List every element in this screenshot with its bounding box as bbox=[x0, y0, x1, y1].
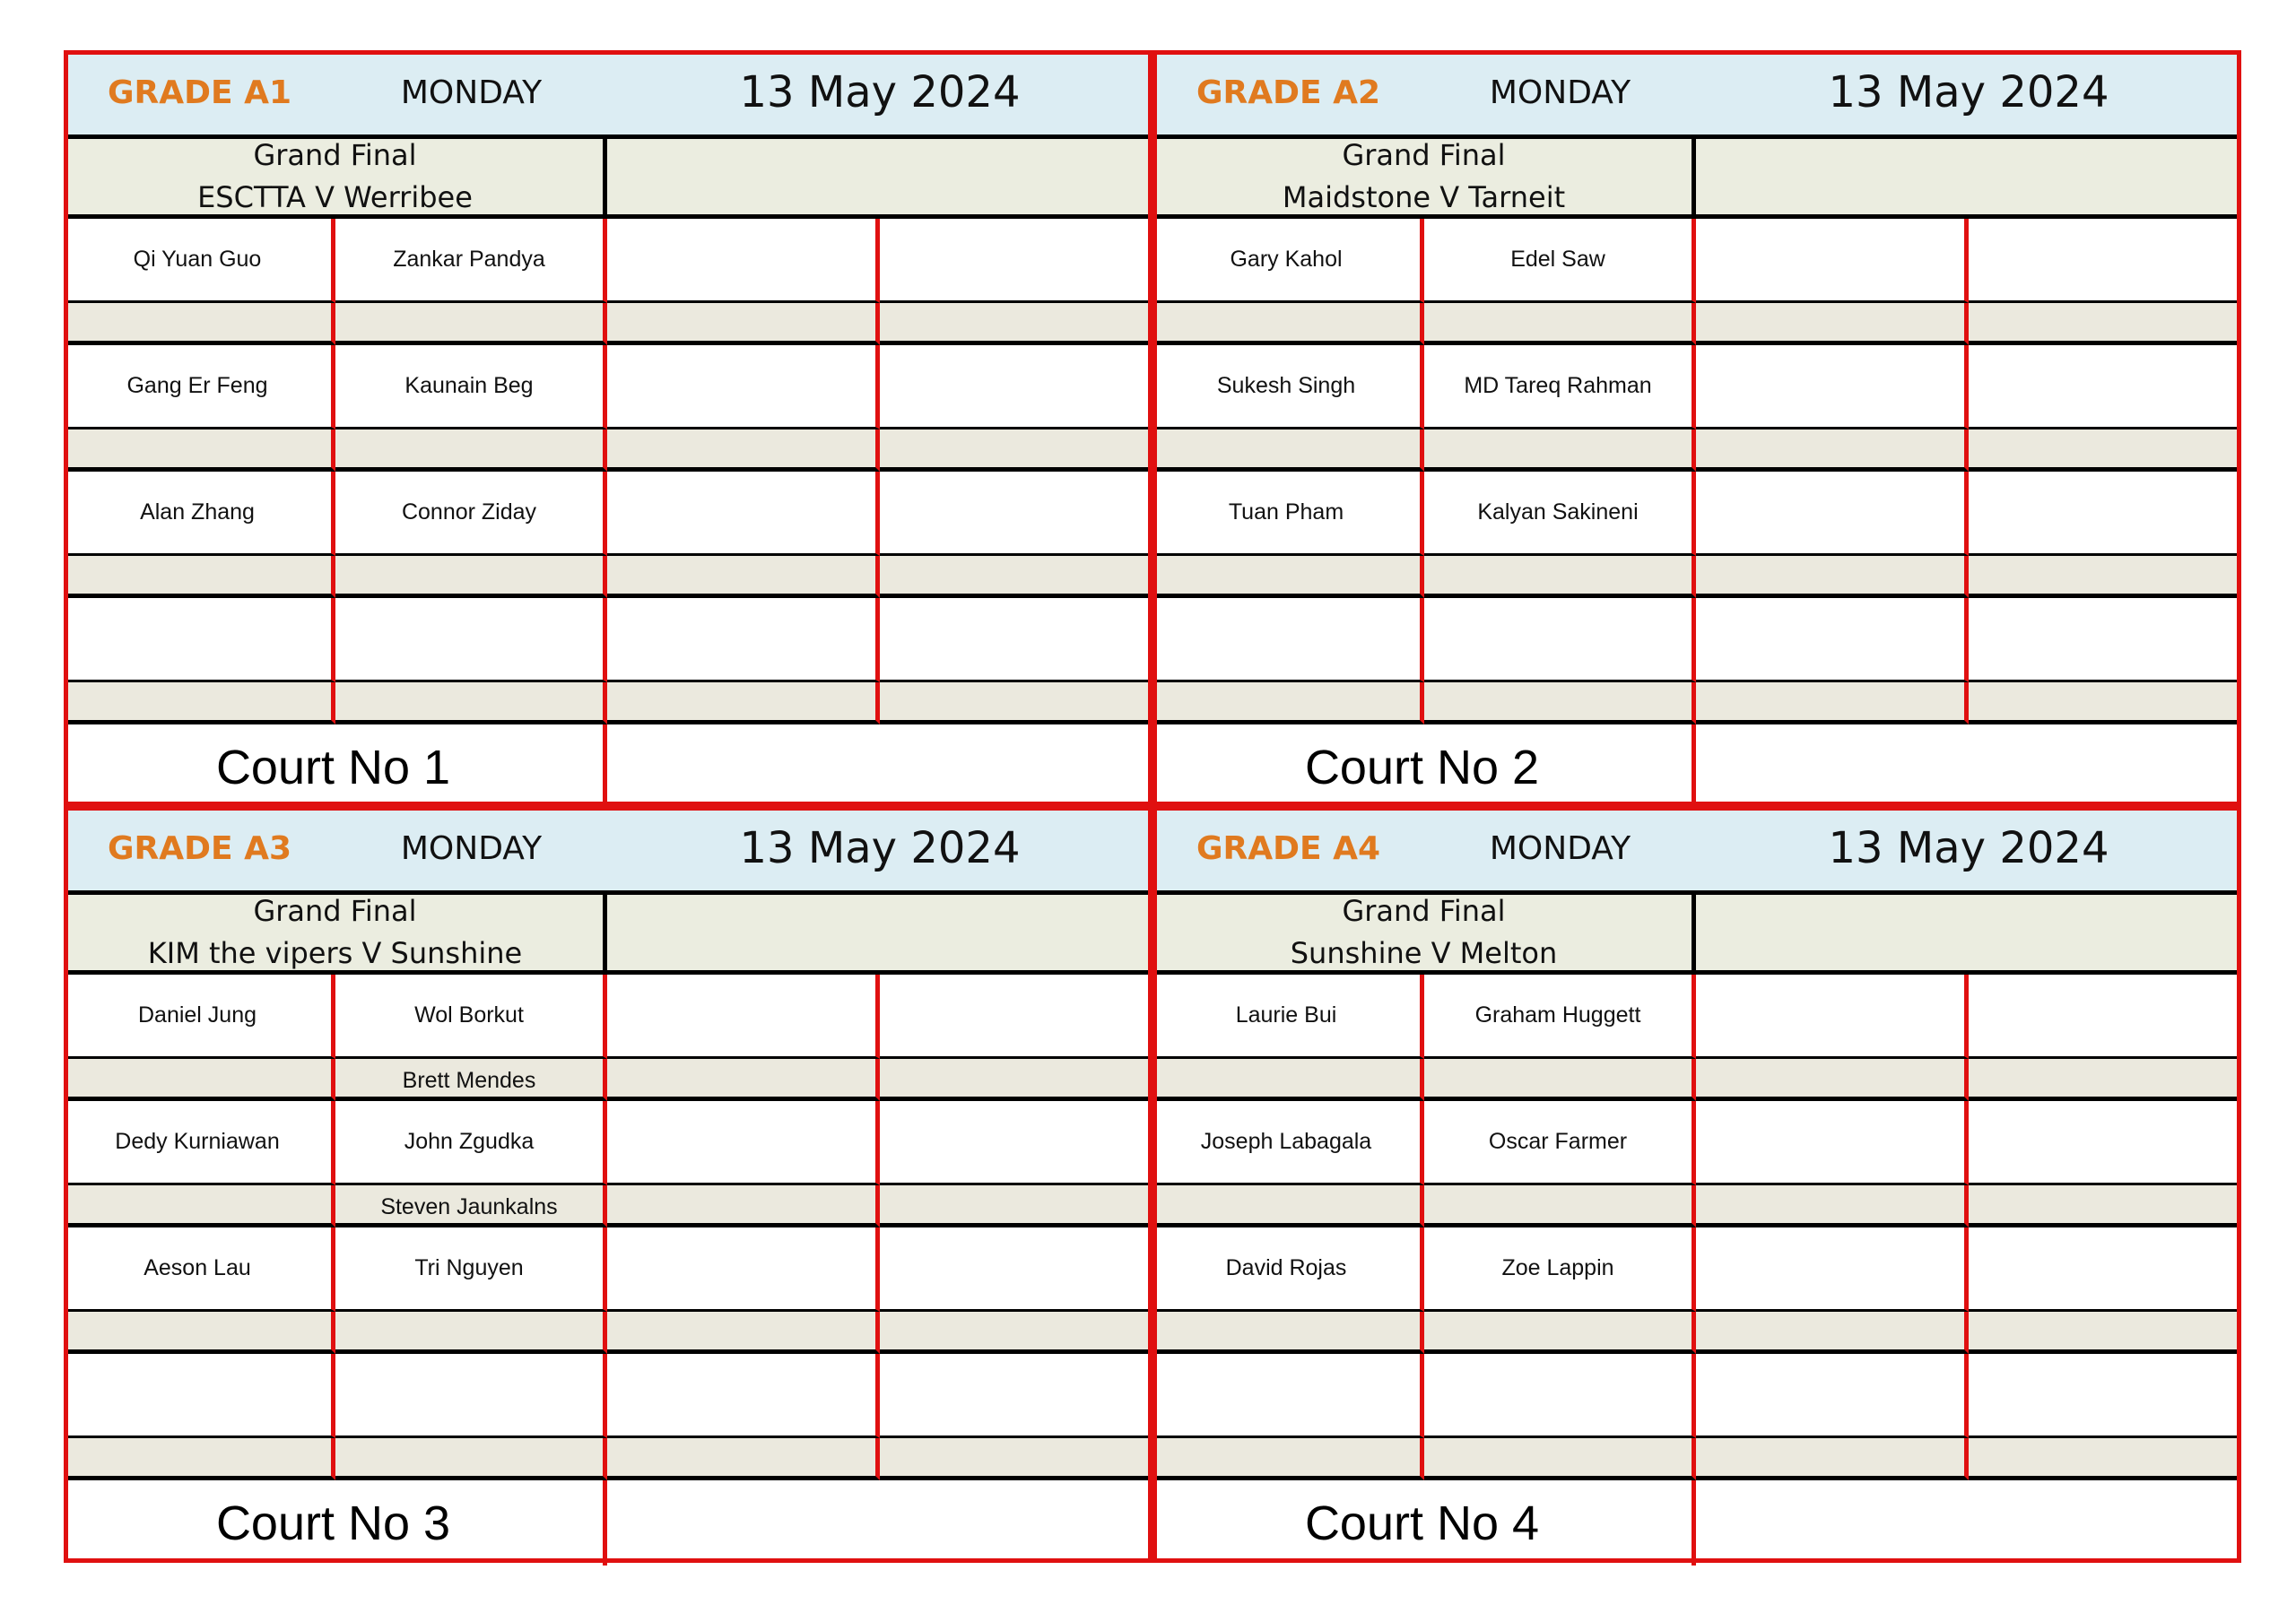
sub-cell bbox=[1969, 1059, 2241, 1101]
sub-cell: Brett Mendes bbox=[335, 1059, 607, 1101]
sub-cell bbox=[1424, 682, 1696, 724]
sub-cell bbox=[880, 1059, 1152, 1101]
sub-cell bbox=[64, 1312, 335, 1354]
sub-cell bbox=[335, 1438, 607, 1480]
sub-cell bbox=[1424, 1059, 1696, 1101]
player-cell: Joseph Labagala bbox=[1152, 1101, 1424, 1185]
court-block-2 bbox=[1152, 50, 2241, 806]
player-cell: Qi Yuan Guo bbox=[64, 219, 335, 303]
player-cell bbox=[64, 598, 335, 682]
court-sheet bbox=[64, 50, 2241, 1563]
player-cell: Connor Ziday bbox=[335, 472, 607, 556]
teams-label: ESCTTA V Werribee bbox=[197, 180, 473, 214]
score-cell bbox=[1696, 1101, 1969, 1185]
sub-cell bbox=[1424, 1438, 1696, 1480]
sub-cell bbox=[607, 1312, 880, 1354]
day-label: MONDAY bbox=[1424, 806, 1696, 890]
sub-cell bbox=[1696, 556, 1969, 598]
player-cell bbox=[64, 1354, 335, 1438]
sub-cell bbox=[1424, 1312, 1696, 1354]
player-cell: Laurie Bui bbox=[1152, 975, 1424, 1059]
teams-label: Sunshine V Melton bbox=[1290, 936, 1558, 970]
grade-label: GRADE A4 bbox=[1152, 806, 1424, 890]
round-label: Grand Final bbox=[253, 894, 417, 928]
sub-cell bbox=[1696, 682, 1969, 724]
sub-cell bbox=[1152, 1438, 1424, 1480]
grade-label: GRADE A2 bbox=[1152, 50, 1424, 134]
sub-cell bbox=[1696, 1438, 1969, 1480]
court-block-1 bbox=[64, 50, 1152, 806]
score-cell bbox=[1696, 598, 1969, 682]
court-blank bbox=[1696, 1480, 2241, 1566]
score-cell bbox=[880, 219, 1152, 303]
score-cell bbox=[880, 1354, 1152, 1438]
day-label: MONDAY bbox=[1424, 50, 1696, 134]
sub-cell bbox=[335, 682, 607, 724]
player-cell: Zankar Pandya bbox=[335, 219, 607, 303]
sub-cell bbox=[607, 556, 880, 598]
player-cell: Dedy Kurniawan bbox=[64, 1101, 335, 1185]
sub-cell bbox=[1152, 556, 1424, 598]
sub-cell bbox=[1424, 1185, 1696, 1227]
sub-cell bbox=[1424, 429, 1696, 472]
sub-cell bbox=[335, 1312, 607, 1354]
player-cell: Gang Er Feng bbox=[64, 345, 335, 429]
court-number: Court No 2 bbox=[1152, 724, 1696, 810]
score-cell bbox=[880, 1101, 1152, 1185]
sub-cell bbox=[1152, 682, 1424, 724]
player-cell bbox=[1424, 598, 1696, 682]
score-cell bbox=[1969, 1227, 2241, 1312]
sub-cell bbox=[1969, 429, 2241, 472]
player-cell: Graham Huggett bbox=[1424, 975, 1696, 1059]
score-cell bbox=[607, 1101, 880, 1185]
sub-cell bbox=[880, 682, 1152, 724]
player-cell: Daniel Jung bbox=[64, 975, 335, 1059]
sub-cell bbox=[1424, 556, 1696, 598]
sub-cell bbox=[64, 429, 335, 472]
sub-cell bbox=[880, 1185, 1152, 1227]
sub-cell bbox=[1696, 1185, 1969, 1227]
sub-cell bbox=[1969, 556, 2241, 598]
score-cell bbox=[607, 598, 880, 682]
player-cell: Aeson Lau bbox=[64, 1227, 335, 1312]
sub-cell: Steven Jaunkalns bbox=[335, 1185, 607, 1227]
score-cell bbox=[880, 975, 1152, 1059]
day-label: MONDAY bbox=[335, 806, 607, 890]
player-cell: Tri Nguyen bbox=[335, 1227, 607, 1312]
score-cell bbox=[607, 472, 880, 556]
player-cell: David Rojas bbox=[1152, 1227, 1424, 1312]
score-cell bbox=[1969, 472, 2241, 556]
court-number: Court No 4 bbox=[1152, 1480, 1696, 1566]
date-label: 13 May 2024 bbox=[1696, 806, 2241, 890]
sub-cell bbox=[607, 682, 880, 724]
sub-cell bbox=[1696, 1059, 1969, 1101]
match-title bbox=[1152, 134, 1696, 219]
score-cell bbox=[880, 345, 1152, 429]
sub-cell bbox=[1696, 429, 1969, 472]
title-blank bbox=[607, 890, 1152, 975]
player-cell: Sukesh Singh bbox=[1152, 345, 1424, 429]
sub-cell bbox=[335, 429, 607, 472]
sub-cell bbox=[64, 556, 335, 598]
score-cell bbox=[1696, 1227, 1969, 1312]
sub-cell bbox=[880, 1312, 1152, 1354]
round-label: Grand Final bbox=[253, 138, 417, 172]
court-number: Court No 1 bbox=[64, 724, 607, 810]
sub-cell bbox=[1424, 303, 1696, 345]
title-blank bbox=[607, 134, 1152, 219]
teams-label: KIM the vipers V Sunshine bbox=[147, 936, 523, 970]
player-cell: Oscar Farmer bbox=[1424, 1101, 1696, 1185]
sub-cell bbox=[607, 1185, 880, 1227]
player-cell: Gary Kahol bbox=[1152, 219, 1424, 303]
score-cell bbox=[1969, 1354, 2241, 1438]
sub-cell bbox=[64, 1438, 335, 1480]
title-blank bbox=[1696, 134, 2241, 219]
date-label: 13 May 2024 bbox=[1696, 50, 2241, 134]
player-cell bbox=[335, 1354, 607, 1438]
sub-cell bbox=[1969, 1438, 2241, 1480]
match-title bbox=[64, 890, 607, 975]
court-blank bbox=[607, 1480, 1152, 1566]
sub-cell bbox=[1152, 1312, 1424, 1354]
score-cell bbox=[1696, 345, 1969, 429]
sub-cell bbox=[607, 429, 880, 472]
sub-cell bbox=[1696, 303, 1969, 345]
player-cell: Wol Borkut bbox=[335, 975, 607, 1059]
match-title bbox=[64, 134, 607, 219]
sub-cell bbox=[335, 303, 607, 345]
score-cell bbox=[607, 975, 880, 1059]
round-label: Grand Final bbox=[1342, 138, 1506, 172]
round-label: Grand Final bbox=[1342, 894, 1506, 928]
score-cell bbox=[880, 598, 1152, 682]
sub-cell bbox=[64, 682, 335, 724]
sub-cell bbox=[64, 1185, 335, 1227]
title-blank bbox=[1696, 890, 2241, 975]
player-cell: John Zgudka bbox=[335, 1101, 607, 1185]
sub-cell bbox=[1152, 1185, 1424, 1227]
score-cell bbox=[1696, 219, 1969, 303]
sub-cell bbox=[607, 1438, 880, 1480]
court-number: Court No 3 bbox=[64, 1480, 607, 1566]
score-cell bbox=[1969, 598, 2241, 682]
sub-cell bbox=[1969, 1312, 2241, 1354]
sub-cell bbox=[1152, 429, 1424, 472]
sub-cell bbox=[1696, 1312, 1969, 1354]
sub-cell bbox=[880, 303, 1152, 345]
score-cell bbox=[1969, 975, 2241, 1059]
sub-cell bbox=[880, 429, 1152, 472]
sub-cell bbox=[1969, 303, 2241, 345]
player-cell: Edel Saw bbox=[1424, 219, 1696, 303]
score-cell bbox=[1696, 472, 1969, 556]
date-label: 13 May 2024 bbox=[607, 806, 1152, 890]
score-cell bbox=[880, 472, 1152, 556]
day-label: MONDAY bbox=[335, 50, 607, 134]
sub-cell bbox=[1152, 1059, 1424, 1101]
player-cell bbox=[1424, 1354, 1696, 1438]
match-title bbox=[1152, 890, 1696, 975]
player-cell: Kalyan Sakineni bbox=[1424, 472, 1696, 556]
score-cell bbox=[1969, 345, 2241, 429]
court-blank bbox=[1696, 724, 2241, 810]
score-cell bbox=[1969, 1101, 2241, 1185]
court-blank bbox=[607, 724, 1152, 810]
court-block-3 bbox=[64, 806, 1152, 1563]
player-cell: Alan Zhang bbox=[64, 472, 335, 556]
player-cell: MD Tareq Rahman bbox=[1424, 345, 1696, 429]
sub-cell bbox=[607, 303, 880, 345]
score-cell bbox=[1969, 219, 2241, 303]
score-cell bbox=[607, 1227, 880, 1312]
sub-cell bbox=[64, 1059, 335, 1101]
court-block-4 bbox=[1152, 806, 2241, 1563]
player-cell: Kaunain Beg bbox=[335, 345, 607, 429]
sub-cell bbox=[607, 1059, 880, 1101]
player-cell bbox=[1152, 1354, 1424, 1438]
player-cell: Zoe Lappin bbox=[1424, 1227, 1696, 1312]
score-cell bbox=[607, 1354, 880, 1438]
sub-cell bbox=[1152, 303, 1424, 345]
sub-cell bbox=[880, 556, 1152, 598]
player-cell bbox=[335, 598, 607, 682]
score-cell bbox=[1696, 975, 1969, 1059]
score-cell bbox=[1696, 1354, 1969, 1438]
grade-label: GRADE A3 bbox=[64, 806, 335, 890]
sub-cell bbox=[1969, 682, 2241, 724]
player-cell bbox=[1152, 598, 1424, 682]
score-cell bbox=[607, 345, 880, 429]
score-cell bbox=[607, 219, 880, 303]
date-label: 13 May 2024 bbox=[607, 50, 1152, 134]
sub-cell bbox=[335, 556, 607, 598]
sub-cell bbox=[880, 1438, 1152, 1480]
teams-label: Maidstone V Tarneit bbox=[1282, 180, 1566, 214]
sub-cell bbox=[1969, 1185, 2241, 1227]
sub-cell bbox=[64, 303, 335, 345]
player-cell: Tuan Pham bbox=[1152, 472, 1424, 556]
grade-label: GRADE A1 bbox=[64, 50, 335, 134]
score-cell bbox=[880, 1227, 1152, 1312]
